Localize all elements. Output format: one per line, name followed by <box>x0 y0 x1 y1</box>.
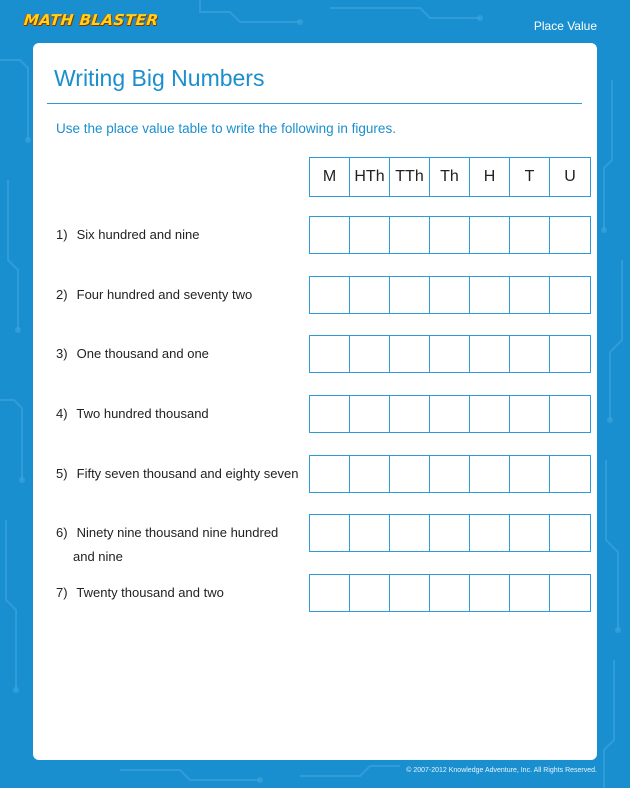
answer-row-3 <box>309 335 591 373</box>
question-text: Fifty seven thousand and eighty seven <box>76 466 299 481</box>
question-4 <box>56 402 209 426</box>
copyright-notice: © 2007-2012 Knowledge Adventure, Inc. All Rights Reserved. <box>406 767 597 774</box>
answer-cell[interactable] <box>390 217 430 253</box>
answer-cell[interactable] <box>470 336 510 372</box>
answer-cell[interactable] <box>310 456 350 492</box>
answer-cell[interactable] <box>470 575 510 611</box>
answer-cell[interactable] <box>310 277 350 313</box>
answer-cell[interactable] <box>430 277 470 313</box>
answer-cell[interactable] <box>510 396 550 432</box>
question-7 <box>56 581 224 605</box>
answer-cell[interactable] <box>390 575 430 611</box>
question-1 <box>56 223 200 247</box>
topic-label: Place Value <box>533 19 597 33</box>
answer-cell[interactable] <box>470 277 510 313</box>
question-number: 5) <box>56 466 68 481</box>
answer-cell[interactable] <box>310 217 350 253</box>
answer-row-7 <box>309 574 591 612</box>
answer-cell[interactable] <box>550 575 590 611</box>
answer-cell[interactable] <box>350 277 390 313</box>
answer-cell[interactable] <box>310 575 350 611</box>
column-header: Th <box>430 158 470 196</box>
answer-cell[interactable] <box>470 456 510 492</box>
answer-cell[interactable] <box>390 456 430 492</box>
question-text: Ninety nine thousand nine hundred <box>76 525 279 540</box>
title-divider <box>47 103 582 104</box>
answer-cell[interactable] <box>430 217 470 253</box>
answer-cell[interactable] <box>390 396 430 432</box>
question-number: 3) <box>56 346 68 361</box>
answer-cell[interactable] <box>510 515 550 551</box>
question-text: Four hundred and seventy two <box>76 287 253 302</box>
question-number: 6) <box>56 525 68 540</box>
answer-cell[interactable] <box>550 456 590 492</box>
question-text: Six hundred and nine <box>76 227 200 242</box>
answer-cell[interactable] <box>430 575 470 611</box>
question-number: 4) <box>56 406 68 421</box>
answer-cell[interactable] <box>310 396 350 432</box>
answer-cell[interactable] <box>510 217 550 253</box>
answer-cell[interactable] <box>550 336 590 372</box>
answer-cell[interactable] <box>550 277 590 313</box>
answer-cell[interactable] <box>430 336 470 372</box>
question-3 <box>56 342 209 366</box>
answer-row-2 <box>309 276 591 314</box>
question-2 <box>56 283 252 307</box>
question-number: 2) <box>56 287 68 302</box>
answer-cell[interactable] <box>510 575 550 611</box>
question-number: 7) <box>56 585 68 600</box>
question-5 <box>56 462 299 486</box>
instruction-text: Use the place value table to write the following in figures. <box>56 121 396 136</box>
column-header: H <box>470 158 510 196</box>
worksheet-card <box>33 43 597 760</box>
answer-row-5 <box>309 455 591 493</box>
answer-cell[interactable] <box>470 396 510 432</box>
answer-cell[interactable] <box>550 217 590 253</box>
answer-cell[interactable] <box>310 515 350 551</box>
answer-row-6 <box>309 514 591 552</box>
answer-cell[interactable] <box>390 515 430 551</box>
place-value-header <box>309 157 591 197</box>
answer-cell[interactable] <box>350 217 390 253</box>
answer-cell[interactable] <box>470 515 510 551</box>
column-header: U <box>564 168 576 185</box>
column-header: HTh <box>350 158 390 196</box>
answer-row-4 <box>309 395 591 433</box>
answer-cell[interactable] <box>390 277 430 313</box>
answer-cell[interactable] <box>550 396 590 432</box>
answer-cell[interactable] <box>470 217 510 253</box>
math-blaster-logo: MATH BLASTER <box>23 11 160 29</box>
answer-cell[interactable] <box>350 515 390 551</box>
answer-cell[interactable] <box>350 396 390 432</box>
column-header: T <box>510 158 550 196</box>
answer-cell[interactable] <box>350 575 390 611</box>
answer-cell[interactable] <box>550 515 590 551</box>
answer-row-1 <box>309 216 591 254</box>
question-6 <box>56 521 278 569</box>
answer-cell[interactable] <box>390 336 430 372</box>
question-text: Two hundred thousand <box>76 406 209 421</box>
column-header: TTh <box>390 158 430 196</box>
answer-cell[interactable] <box>350 336 390 372</box>
column-header: M <box>310 158 350 196</box>
answer-cell[interactable] <box>510 456 550 492</box>
answer-cell[interactable] <box>430 396 470 432</box>
page-title: Writing Big Numbers <box>54 65 265 91</box>
answer-cell[interactable] <box>510 336 550 372</box>
answer-cell[interactable] <box>310 336 350 372</box>
question-text-continued: and nine <box>73 549 123 564</box>
answer-cell[interactable] <box>430 456 470 492</box>
answer-cell[interactable] <box>430 515 470 551</box>
answer-cell[interactable] <box>350 456 390 492</box>
answer-cell[interactable] <box>510 277 550 313</box>
question-text: Twenty thousand and two <box>76 585 224 600</box>
question-text: One thousand and one <box>76 346 209 361</box>
question-number: 1) <box>56 227 68 242</box>
